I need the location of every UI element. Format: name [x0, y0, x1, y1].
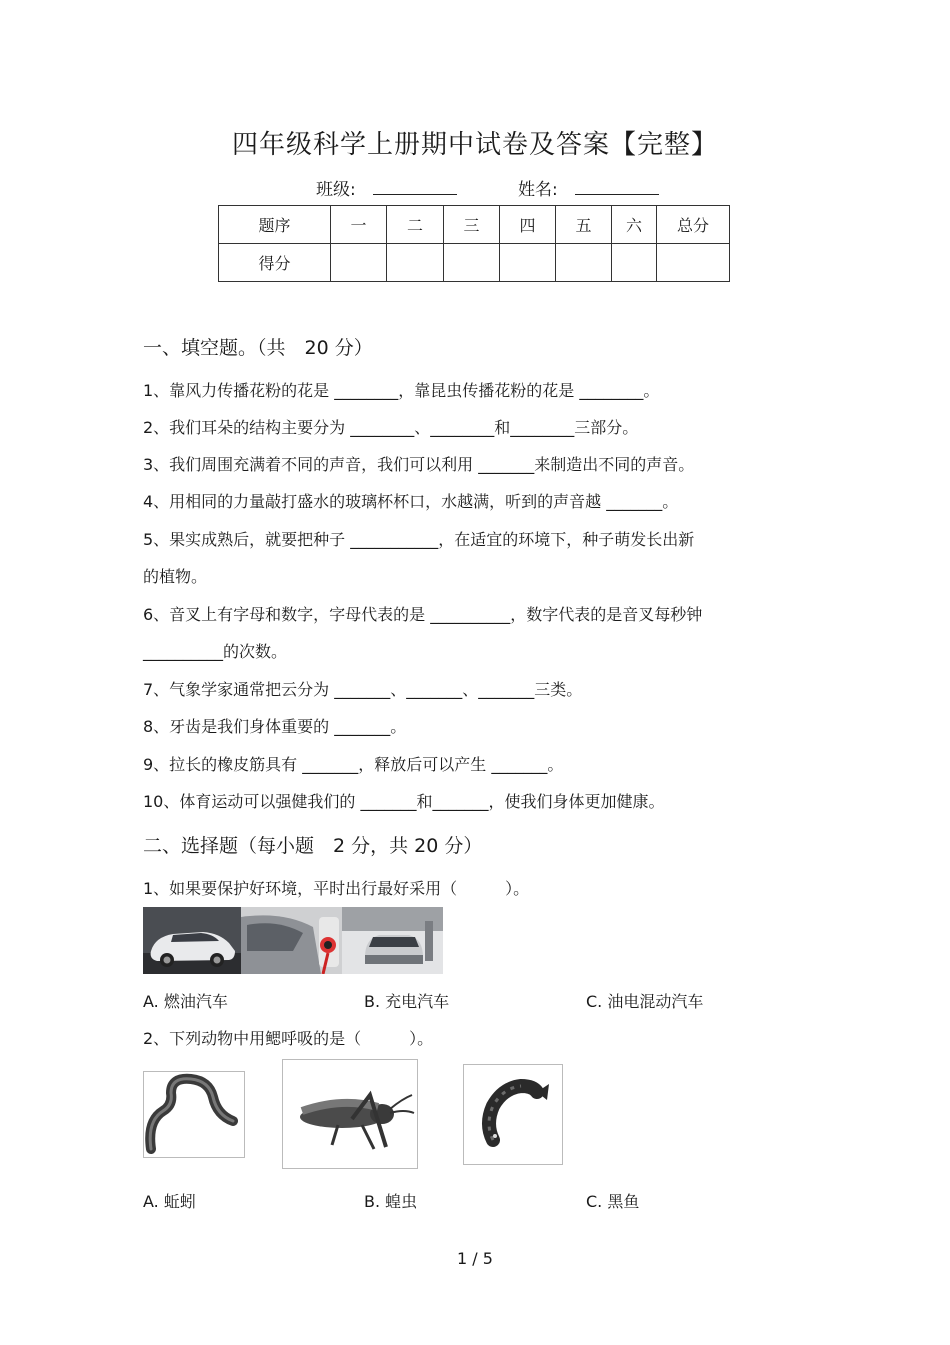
section-2-heading: 二、选择题（每小题 2 分，共 20 分）: [143, 835, 483, 857]
name-label: 姓名:: [518, 180, 558, 200]
locust-image: [282, 1059, 418, 1169]
score-table-score-row: [219, 244, 730, 282]
question-4: 4、用相同的力量敲打盛水的玻璃杯杯口，水越满，听到的声音越 _______。: [143, 492, 679, 511]
question-10: 10、体育运动可以强健我们的 _______和_______，使我们身体更加健康。: [143, 792, 665, 811]
q1-option-b[interactable]: B. 充电汽车: [364, 992, 450, 1011]
choice-question-1: 1、如果要保护好环境，平时出行最好采用（ ）。: [143, 879, 530, 898]
table-cell: 四: [500, 206, 556, 244]
question-5-line-2: 的植物。: [143, 567, 208, 586]
table-cell: 得分: [219, 244, 331, 282]
question-7: 7、气象学家通常把云分为 _______、_______、_______三类。: [143, 680, 583, 699]
choice-question-2: 2、下列动物中用鳃呼吸的是（ ）。: [143, 1029, 434, 1048]
table-cell: 一: [331, 206, 387, 244]
table-cell[interactable]: [612, 244, 657, 282]
question-9: 9、拉长的橡皮筋具有 _______，释放后可以产生 _______。: [143, 755, 564, 774]
q1-option-a[interactable]: A. 燃油汽车: [143, 992, 228, 1011]
table-cell[interactable]: [657, 244, 730, 282]
table-cell: 六: [612, 206, 657, 244]
page-title: 四年级科学上册期中试卷及答案【完整】: [231, 130, 718, 160]
question-3: 3、我们周围充满着不同的声音，我们可以利用 _______来制造出不同的声音。: [143, 455, 695, 474]
section-1-heading: 一、填空题。（共 20 分）: [143, 337, 373, 359]
q2-option-a[interactable]: A. 蚯蚓: [143, 1192, 196, 1211]
question-6-line-2: __________的次数。: [143, 642, 288, 661]
class-field: [316, 175, 457, 200]
score-table-header-row: [219, 206, 730, 244]
name-blank[interactable]: [575, 178, 659, 195]
class-blank[interactable]: [373, 178, 457, 195]
table-cell[interactable]: [500, 244, 556, 282]
charging-car-image: [241, 907, 342, 974]
question-1: 1、靠风力传播花粉的花是 ________，靠昆虫传播花粉的花是 ________。: [143, 381, 660, 400]
question-5-line-1: 5、果实成熟后，就要把种子 ___________，在适宜的环境下，种子萌发长出新: [143, 530, 695, 549]
class-label: 班级:: [316, 180, 356, 200]
question-6-line-1: 6、音叉上有字母和数字，字母代表的是 __________，数字代表的是音叉每秒钟: [143, 605, 703, 624]
hybrid-car-image: [342, 907, 443, 974]
q2-option-c[interactable]: C. 黑鱼: [586, 1192, 640, 1211]
fuel-car-image: [143, 907, 241, 974]
table-cell: 五: [556, 206, 612, 244]
name-field: [518, 175, 659, 200]
table-cell: 三: [444, 206, 500, 244]
table-cell: 二: [387, 206, 444, 244]
car-images: [143, 907, 443, 974]
table-cell: 题序: [219, 206, 331, 244]
q1-option-c[interactable]: C. 油电混动汽车: [586, 992, 704, 1011]
blackfish-image: [463, 1064, 563, 1165]
question-8: 8、牙齿是我们身体重要的 _______。: [143, 717, 407, 736]
page-number: 1 / 5: [457, 1249, 493, 1268]
table-cell: 总分: [657, 206, 730, 244]
score-table: [218, 205, 730, 282]
table-cell[interactable]: [556, 244, 612, 282]
q2-option-b[interactable]: B. 蝗虫: [364, 1192, 418, 1211]
table-cell[interactable]: [387, 244, 444, 282]
table-cell[interactable]: [331, 244, 387, 282]
earthworm-image: [143, 1071, 245, 1158]
question-2: 2、我们耳朵的结构主要分为 ________、________和________三部分。: [143, 418, 639, 437]
table-cell[interactable]: [444, 244, 500, 282]
